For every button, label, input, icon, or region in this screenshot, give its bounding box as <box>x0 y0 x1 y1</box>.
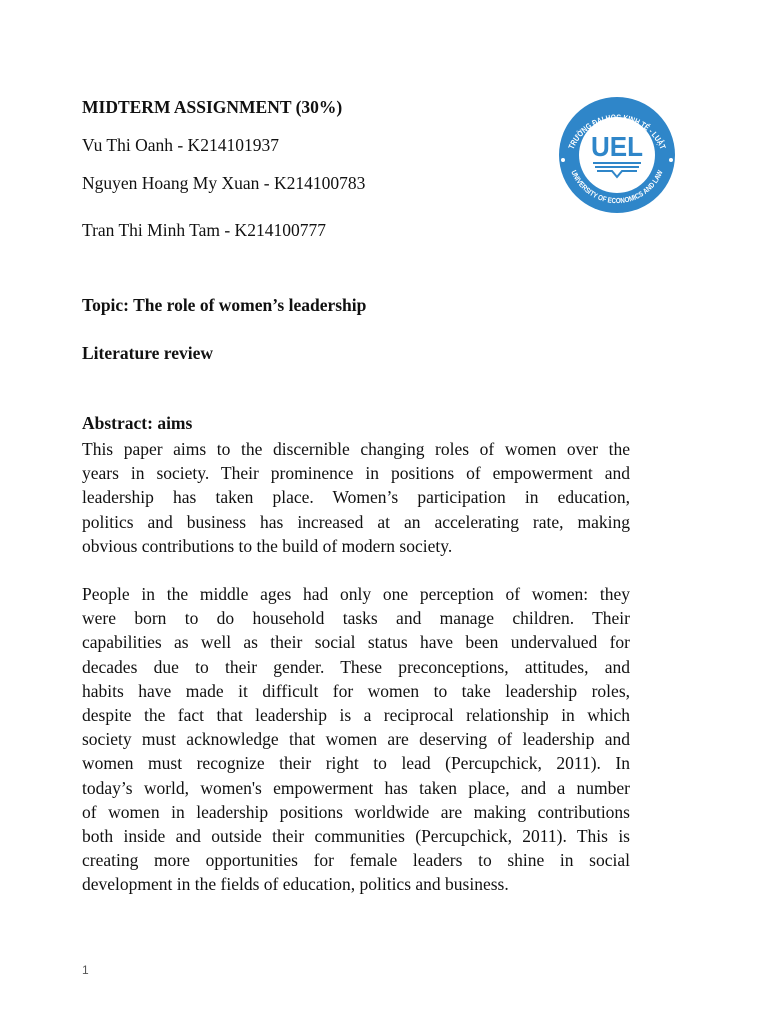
body-line: development in the fields of education, politics and business. <box>82 874 509 895</box>
abstract-line: obvious contributions to the build of modern society. <box>82 535 453 556</box>
author-1: Vu Thi Oanh - K214101937 <box>82 135 279 155</box>
body-line: society must acknowledge that women are deserving of leadership and <box>82 729 630 750</box>
logo-bottom-text: UNIVERSITY OF ECONOMICS AND LAW <box>569 167 666 206</box>
body-line: People in the middle ages had only one perception of women: they <box>82 584 630 604</box>
abstract-line: politics and business has increased at an accelerating rate, making <box>82 511 630 532</box>
author-2: Nguyen Hoang My Xuan - K214100783 <box>82 173 366 193</box>
body-line: of women in leadership positions worldwide are making contributions <box>82 801 630 822</box>
abstract-heading: Abstract: aims <box>82 413 193 433</box>
body-line: women must recognize their right to lead (Percupchick, 2011). In <box>82 753 630 774</box>
body-line: decades due to their gender. These preconceptions, attitudes, and <box>82 656 630 677</box>
body-line: capabilities as well as their social status have been undervalued for <box>82 632 630 653</box>
abstract-paragraph <box>82 437 630 558</box>
body-line: both inside and outside their communities (Percupchick, 2011). This is <box>82 825 630 846</box>
body-line: habits have made it difficult for women to take leadership roles, <box>82 680 630 701</box>
abstract-line: leadership has taken place. Women’s participation in education, <box>82 487 630 508</box>
section-heading: Literature review <box>82 343 214 363</box>
abstract-line: years in society. Their prominence in positions of empowerment and <box>82 463 630 484</box>
body-paragraph <box>82 582 630 896</box>
topic-heading: Topic: The role of women’s leadership <box>82 295 367 315</box>
uel-logo <box>556 94 678 216</box>
logo-initials: UEL <box>591 131 643 162</box>
author-3: Tran Thi Minh Tam - K214100777 <box>82 220 326 240</box>
body-line: today’s world, women's empowerment has taken place, and a number <box>82 777 630 798</box>
body-line: were born to do household tasks and manage children. Their <box>82 608 630 629</box>
logo-star-right-icon <box>669 158 673 162</box>
body-line: despite the fact that leadership is a reciprocal relationship in which <box>82 704 630 725</box>
abstract-line: This paper aims to the discernible changing roles of women over the <box>82 439 630 459</box>
body-line: creating more opportunities for female leaders to shine in social <box>82 850 630 871</box>
page-number: 1 <box>82 963 89 977</box>
assignment-title: MIDTERM ASSIGNMENT (30%) <box>82 97 343 117</box>
logo-top-text: TRƯỜNG ĐẠI HỌC KINH TẾ - LUẬT <box>566 112 668 152</box>
logo-star-left-icon <box>561 158 565 162</box>
